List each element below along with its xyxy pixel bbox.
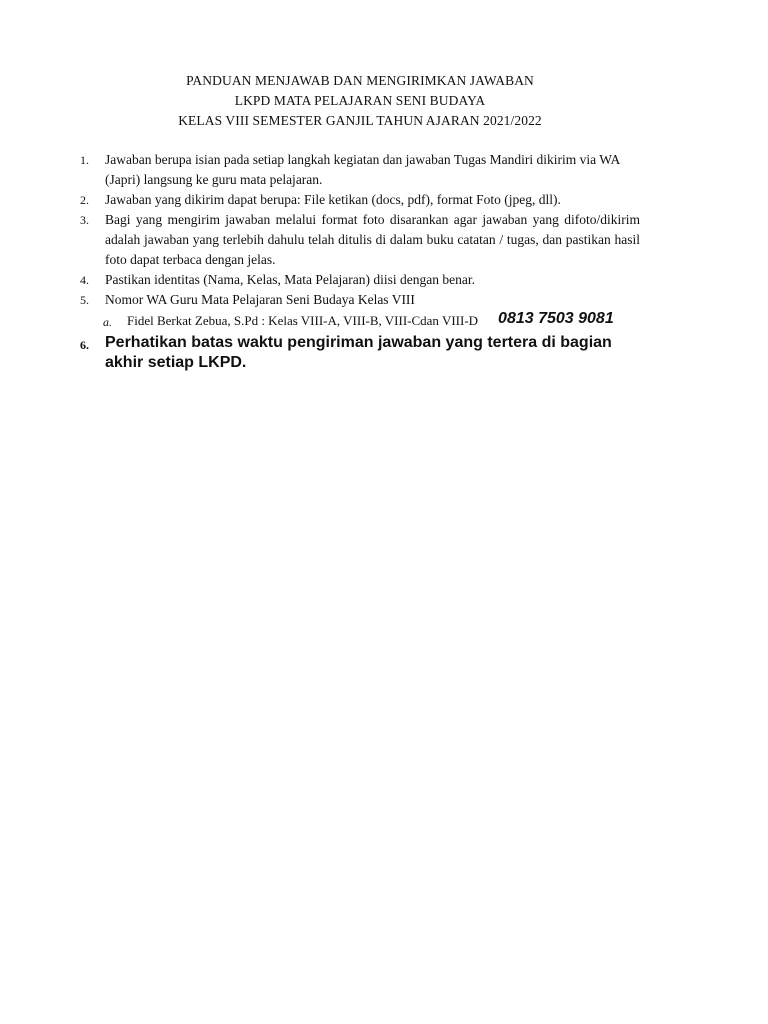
header-line-2: LKPD MATA PELAJARAN SENI BUDAYA — [234, 93, 486, 108]
list-item-text: Pastikan identitas (Nama, Kelas, Mata Pelajaran) diisi dengan benar. — [105, 272, 476, 287]
header-line-3: KELAS VIII SEMESTER GANJIL TAHUN AJARAN 2021/2022 — [178, 113, 542, 128]
list-item-number: 3. — [80, 213, 89, 227]
list-item-number: 1. — [80, 153, 89, 167]
sub-item-letter: a. — [103, 315, 112, 329]
list-item-6 — [80, 333, 640, 373]
list-item-1 — [80, 150, 640, 190]
list-item-2 — [80, 190, 640, 210]
list-item-text: Jawaban yang dikirim dapat berupa: File ketikan (docs, pdf), format Foto (jpeg, dll). — [105, 192, 561, 207]
list-item-number: 5. — [80, 293, 89, 307]
teacher-contact — [80, 311, 640, 333]
list-item-number: 2. — [80, 193, 89, 207]
teacher-info: Fidel Berkat Zebua, S.Pd : Kelas VIII-A, VIII-B, VIII-Cdan VIII-D — [127, 313, 479, 328]
list-item-number: 6. — [80, 338, 89, 352]
list-item-number: 4. — [80, 273, 89, 287]
instruction-list — [80, 150, 640, 373]
list-item-text: Jawaban berupa isian pada setiap langkah kegiatan dan jawaban Tugas Mandiri dikirim via WA (Japri) langsung ke guru mata pelajaran. — [105, 152, 620, 187]
document-header — [0, 71, 720, 131]
list-item-text: Nomor WA Guru Mata Pelajaran Seni Budaya Kelas VIII — [105, 292, 415, 307]
list-item-5 — [80, 290, 640, 310]
teacher-phone-number: 0813 7503 9081 — [498, 310, 614, 327]
list-item-3 — [80, 210, 640, 270]
header-line-1: PANDUAN MENJAWAB DAN MENGIRIMKAN JAWABAN — [186, 73, 534, 88]
list-item-text: Perhatikan batas waktu pengiriman jawaban yang tertera di bagian akhir setiap LKPD. — [105, 334, 612, 371]
list-item-text: Bagi yang mengirim jawaban melalui format foto disarankan agar jawaban yang difoto/dikirim adalah jawaban yang terlebih dahulu telah ditulis di dalam buku catatan / tugas, dan pastikan hasil foto dapat terbaca dengan jelas. — [105, 212, 640, 267]
list-item-4 — [80, 270, 640, 290]
